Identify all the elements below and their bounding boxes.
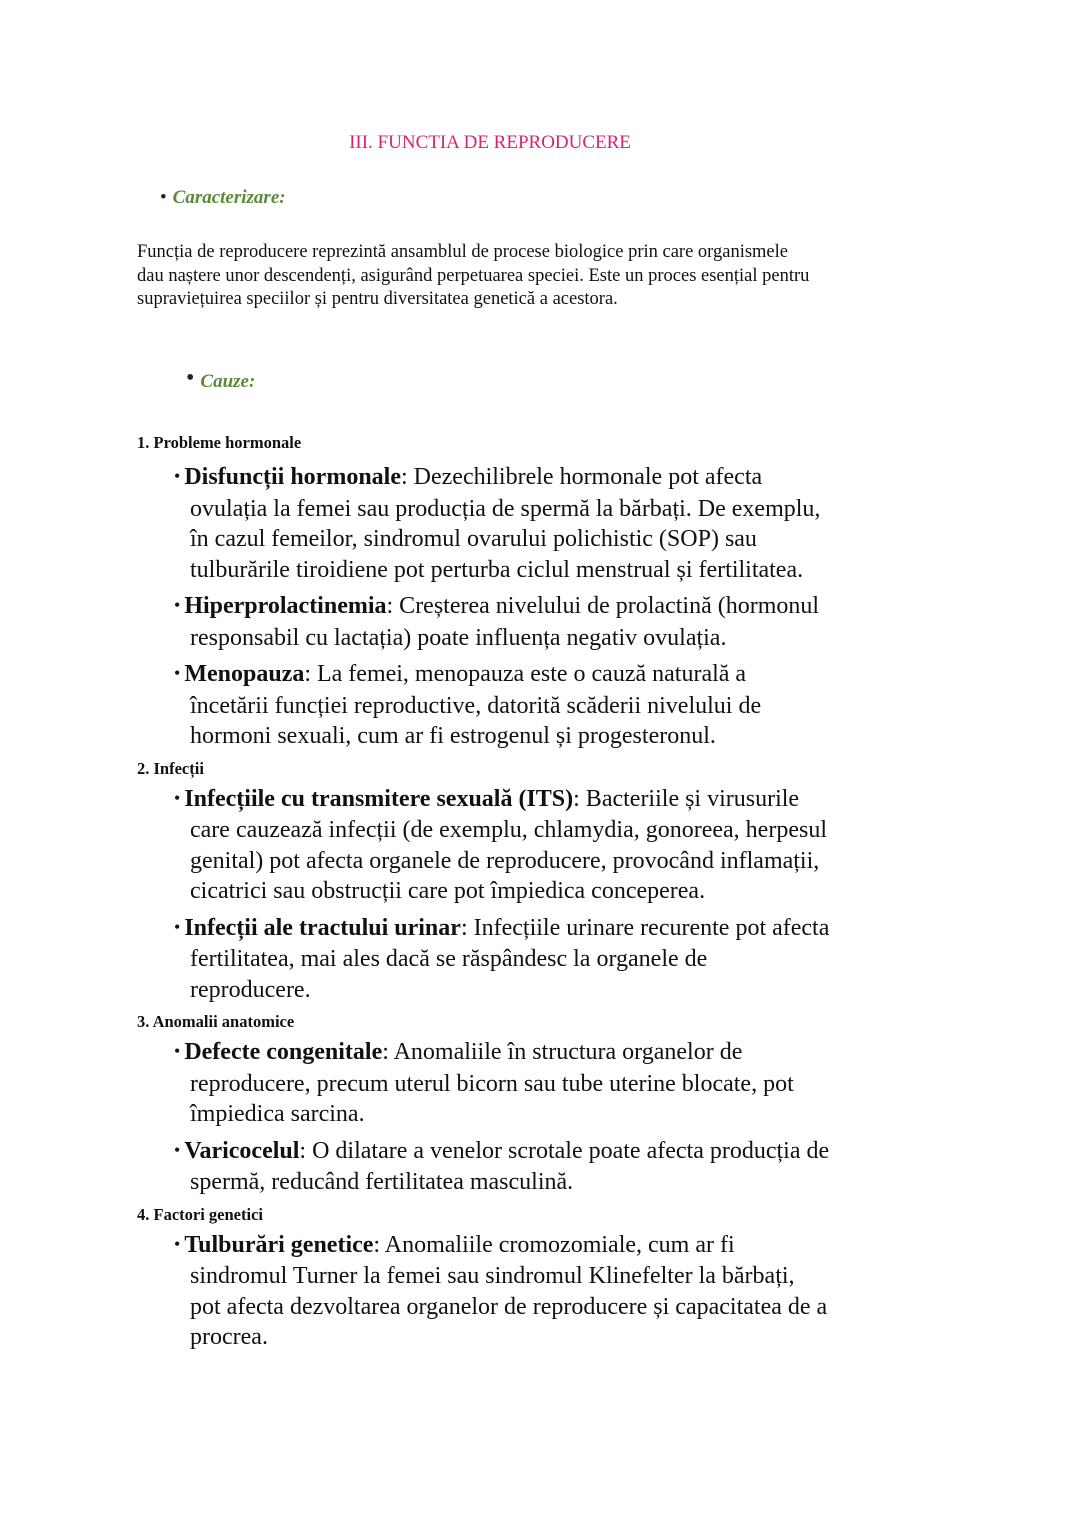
characterization-heading bbox=[160, 187, 286, 209]
bullet-icon: • bbox=[174, 595, 181, 615]
section-heading: 2. Infecții bbox=[137, 758, 204, 778]
cause-item bbox=[137, 1230, 830, 1353]
cause-description: : Anomaliile cromozomiale, cum ar fi sindromul Turner la femei sau sindromul Klinefelter la bărbați, pot afecta dezvoltarea organelor de reproducere și capacitatea de a procrea. bbox=[190, 1231, 828, 1350]
section-heading: 1. Probleme hormonale bbox=[137, 433, 302, 452]
cause-description: : Creșterea nivelului de prolactină (hormonul responsabil cu lactația) poate influența negativ ovulația. bbox=[190, 593, 820, 651]
cause-term: Infecții ale tractului urinar bbox=[184, 914, 461, 941]
causes-list bbox=[137, 432, 837, 1359]
cause-term: Menopauza bbox=[184, 661, 305, 687]
cause-item bbox=[137, 591, 830, 653]
cause-item bbox=[137, 1136, 830, 1198]
cause-term: Varicocelul bbox=[184, 1137, 300, 1164]
cause-term: Disfuncții hormonale bbox=[184, 464, 401, 490]
cause-description: : Bacteriile și virusurile care cauzează infecții (de exemplu, chlamydia, gonoreea, herpesul genital) pot afecta organele de reproducere, provocând inflamații, cicatrici sau obstrucții care pot împiedica conceperea. bbox=[190, 785, 827, 904]
cause-term: Hiperprolactinemia bbox=[184, 593, 387, 619]
bullet-icon: • bbox=[174, 663, 181, 683]
cause-description: : La femei, menopauza este o cauză naturală a încetării funcției reproductive, datorită scăderii nivelului de hormoni sexuali, cum ar fi estrogenul și progesteronul. bbox=[190, 661, 762, 749]
bullet-icon: • bbox=[174, 916, 181, 937]
cause-description: : Dezechilibrele hormonale pot afecta ovulația la femei sau producția de spermă la bărbați. De exemplu, în cazul femeilor, sindromul ovarului polichistic (SOP) sau tulburările tiroidiene pot perturba ciclul menstrual și fertilitatea. bbox=[190, 464, 821, 583]
cause-item bbox=[137, 784, 830, 907]
cause-description: : Infecțiile urinare recurente pot afecta fertilitatea, mai ales dacă se răspândesc la organele de reproducere. bbox=[190, 914, 830, 1003]
cause-term: Tulburări genetice bbox=[184, 1231, 374, 1258]
cause-term: Defecte congenitale bbox=[184, 1039, 383, 1065]
bullet-icon: • bbox=[160, 187, 167, 208]
cause-item bbox=[137, 462, 830, 585]
bullet-icon: • bbox=[174, 1139, 181, 1160]
heading-text: Caracterizare: bbox=[172, 187, 286, 208]
bullet-icon: • bbox=[174, 787, 181, 808]
cause-term: Infecțiile cu transmitere sexuală (ITS) bbox=[184, 785, 574, 812]
cause-item bbox=[137, 1037, 830, 1130]
bullet-icon: • bbox=[174, 466, 181, 486]
cause-item bbox=[137, 913, 830, 1006]
document-title: III. FUNCTIA DE REPRODUCERE bbox=[349, 132, 631, 153]
section-heading: 3. Anomalii anatomice bbox=[137, 1012, 295, 1031]
bullet-icon: • bbox=[186, 365, 195, 391]
cause-description: : Anomaliile în structura organelor de reproducere, precum uterul bicorn sau tube uterine blocate, pot împiedica sarcina. bbox=[190, 1039, 794, 1127]
characterization-paragraph: Funcția de reproducere reprezintă ansamblul de procese biologice prin care organismele dau naștere unor descendenți, asigurând perpetuarea speciei. Este un proces esențial pentru supraviețuirea speciilor și pentru diversitatea genetică a acestora. bbox=[137, 242, 810, 309]
bullet-icon: • bbox=[174, 1233, 181, 1254]
cause-item bbox=[137, 659, 830, 752]
cause-description: : O dilatare a venelor scrotale poate afecta producția de spermă, reducând fertilitatea masculină. bbox=[190, 1137, 830, 1195]
heading-text: Cauze: bbox=[200, 371, 256, 392]
section-heading: 4. Factori genetici bbox=[137, 1204, 263, 1224]
causes-heading bbox=[186, 367, 255, 394]
bullet-icon: • bbox=[174, 1041, 181, 1061]
